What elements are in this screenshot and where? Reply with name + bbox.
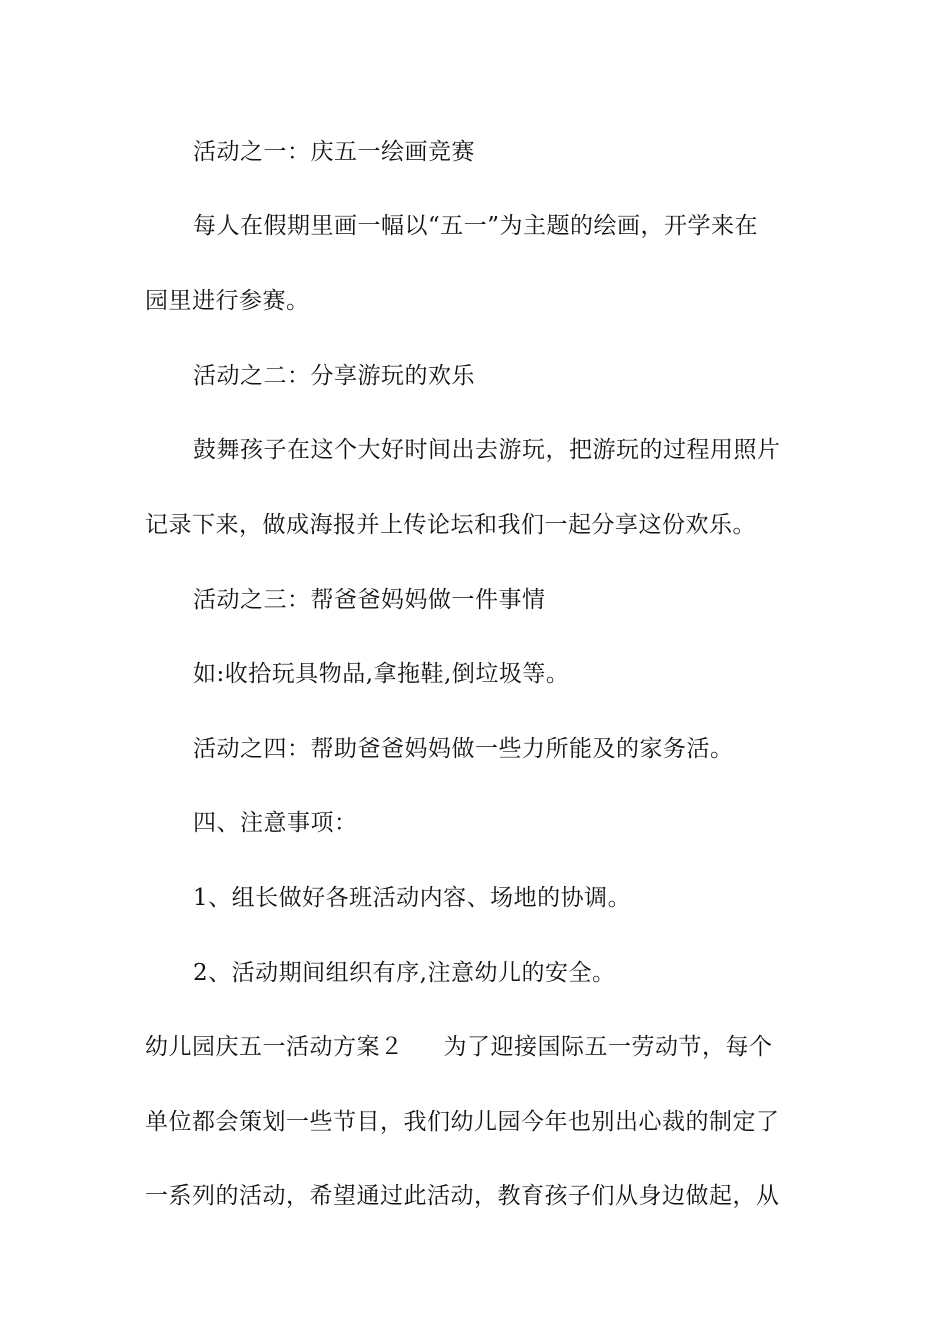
document-title: 幼儿园庆五一活动方案２ — [145, 1034, 404, 1060]
paragraph-line: 每人在假期里画一幅以“五一”为主题的绘画，开学来在 — [193, 213, 759, 239]
paragraph-line: 活动之三：帮爸爸妈妈做一件事情 — [193, 587, 546, 613]
paragraph-line: 单位都会策划一些节目，我们幼儿园今年也别出心裁的制定了 — [145, 1109, 780, 1135]
list-item: 1、组长做好各班活动内容、场地的协调。 — [193, 885, 632, 911]
paragraph-line: 如:收拾玩具物品,拿拖鞋,倒垃圾等。 — [193, 661, 570, 687]
list-item: 2、活动期间组织有序,注意幼儿的安全。 — [193, 960, 616, 986]
paragraph-line: 活动之一：庆五一绘画竞赛 — [193, 139, 475, 165]
section-heading: 四、注意事项： — [193, 810, 358, 836]
paragraph-text: 为了迎接国际五一劳动节，每个 — [443, 1034, 773, 1060]
paragraph-line: 一系列的活动，希望通过此活动，教育孩子们从身边做起，从 — [145, 1183, 780, 1209]
paragraph-line: 活动之四：帮助爸爸妈妈做一些力所能及的家务活。 — [193, 736, 734, 762]
paragraph-line: 记录下来，做成海报并上传论坛和我们一起分享这份欢乐。 — [145, 512, 756, 538]
paragraph-line: 园里进行参赛。 — [145, 288, 310, 314]
paragraph-line: 鼓舞孩子在这个大好时间出去游玩，把游玩的过程用照片 — [193, 437, 781, 463]
heading-paragraph-line — [145, 1032, 810, 1062]
paragraph-line: 活动之二：分享游玩的欢乐 — [193, 363, 475, 389]
